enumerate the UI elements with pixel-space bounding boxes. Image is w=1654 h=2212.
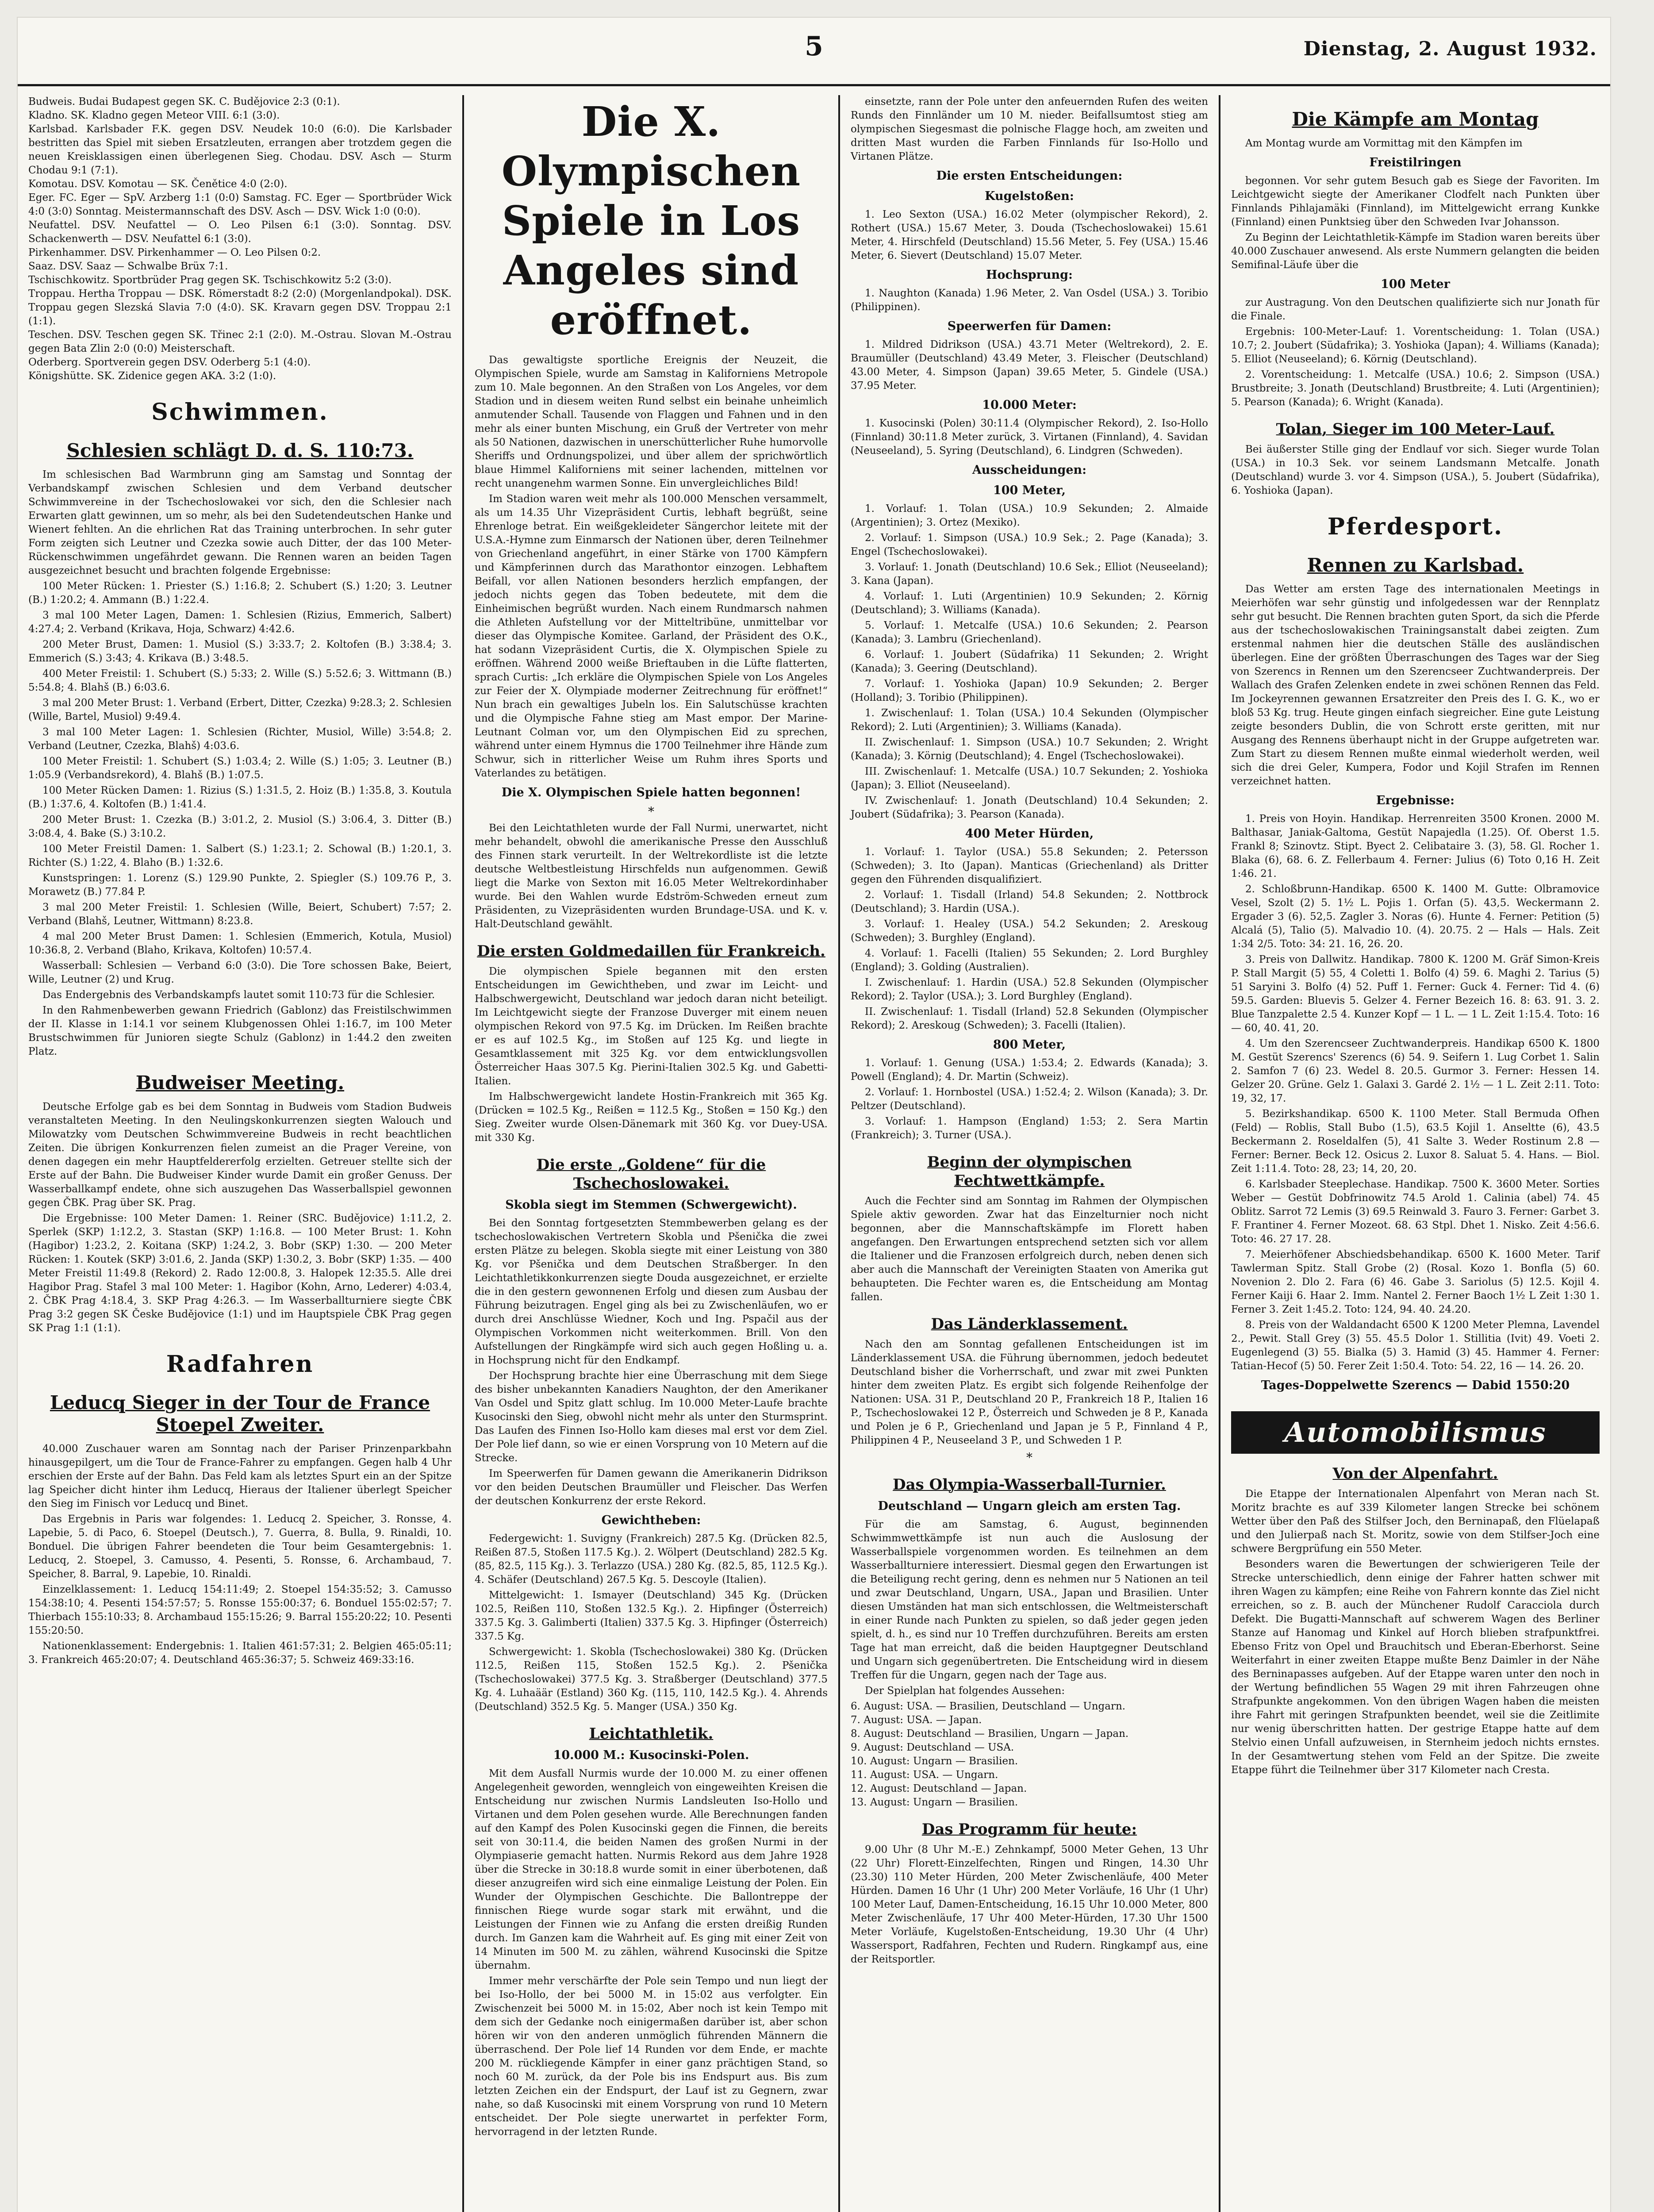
result-paragraph: 2. Vorlauf: 1. Tisdall (Irland) 54.8 Sekunden; 2. Nottbrock (Deutschland); 3. Hardin (USA.).	[851, 889, 1208, 914]
article-headline: Leducq Sieger in der Tour de France Stoepel Zweiter.	[50, 1392, 430, 1436]
result-line: Karlsbad. Karlsbader F.K. gegen DSV. Neudek 10:0 (6:0). Die Karlsbader bestritten das Spiel mit sieben Ersatzleuten, errangen aber trotzdem gegen die neuen Kreisklassigen einen überlegenen Sieg. Chodau. DSV. Asch — Sturm Chodau 9:1 (7:1).	[28, 123, 452, 176]
results-title: Die ersten Entscheidungen:	[936, 169, 1123, 183]
result-paragraph: 4 mal 200 Meter Brust Damen: 1. Schlesien (Emmerich, Kotula, Musiol) 10:36.8, 2. Verband (Blaho, Krikava, Koltofen) 10:57.4.	[28, 931, 452, 956]
result-paragraph: 3 mal 200 Meter Brust: 1. Verband (Erbert, Ditter, Czezka) 9:28.3; 2. Schlesien (Wille, Bartel, Musiol) 9:49.4.	[28, 697, 452, 722]
schedule-line: 10. August: Ungarn — Brasilien.	[851, 1755, 1018, 1767]
result-line: Kladno. SK. Kladno gegen Meteor VIII. 6:1 (3:0).	[28, 110, 280, 121]
result-paragraph: II. Zwischenlauf: 1. Simpson (USA.) 10.7 Sekunden; 2. Wright (Kanada); 3. Körnig (Deutschland); 4. Engel (Tschechoslowakei).	[851, 737, 1208, 762]
result-line: Saaz. DSV. Saaz — Schwalbe Brüx 7:1.	[28, 261, 228, 272]
article-paragraph: Auch die Fechter sind am Sonntag im Rahmen der Olympischen Spiele aktiv geworden. Zwar hat das Einzelturnier noch nicht begonnen, aber die Mannschaftskämpfe im Florett haben angefangen. Den Erwartungen entsprechend setzten sich vor allem die Italiener und die Franzosen erfolgreich durch, neben denen sich aber auch die Mannschaft der Vereinigten Staaten von Amerika gut behaupteten. Die Fechter waren es, die Entscheidung am Montag fallen.	[851, 1195, 1208, 1303]
result-paragraph: 5. Vorlauf: 1. Metcalfe (USA.) 10.6 Sekunden; 2. Pearson (Kanada); 3. Lambru (Griechenland).	[851, 620, 1208, 645]
schedule-line: 9. August: Deutschland — USA.	[851, 1742, 1014, 1753]
result-line: Teschen. DSV. Teschen gegen SK. Třinec 2:1 (2:0). M.-Ostrau. Slovan M.-Ostrau gegen Bata Zlin 2:0 (0:0) Meisterschaft.	[28, 329, 452, 354]
result-paragraph: IV. Zwischenlauf: 1. Jonath (Deutschland) 10.4 Sekunden; 2. Joubert (Südafrika); 3. Pearson (Kanada).	[851, 795, 1208, 820]
event-title: Kugelstoßen:	[985, 189, 1074, 203]
column-4	[1219, 95, 1610, 2212]
result-paragraph: Das Endergebnis des Verbandskampfs lautet somit 110:73 für die Schlesier.	[42, 989, 435, 1001]
column-1	[18, 95, 462, 2212]
article-paragraph: 9.00 Uhr (8 Uhr M.-E.) Zehnkampf, 5000 Meter Gehen, 13 Uhr (22 Uhr) Florett-Einzelfechten, Ringen und Ringen, 14.30 Uhr (23.30) 110 Meter Hürden, 200 Meter Zwischenläufe, 400 Meter Hürden. Damen 16 Uhr (1 Uhr) 200 Meter Vorläufe, 16 Uhr (1 Uhr) 100 Meter Lauf, Damen-Entscheidung, 16.15 Uhr 10.000 Meter, 800 Meter Zwischenläufe, 17 Uhr 400 Meter-Hürden, 17.30 Uhr 1500 Meter Vorläufe, Kugelstoßen-Entscheidung, 19.30 Uhr (4 Uhr) Wassersport, Radfahren, Fechten und Rudern. Ringkampf aus, eine der Reitsportler.	[851, 1844, 1208, 1965]
article-paragraph: Das Ergebnis in Paris war folgendes: 1. Leducq 2. Speicher, 3. Ronsse, 4. Lapebie, 5. di Paco, 6. Stoepel (Deutsch.), 7. Guerra, 8. Bulla, 9. Rinaldi, 10. Bonduel. Die übrigen Fahrer beendeten die Tour beim Gesamtergebnis: 1. Leducq, 2. Stoepel, 3. Camusso, 4. Pesenti, 5. Ronsse, 6. Archambaud, 7. Speicher, 8. Barral, 9. Lapebie, 10. Rinaldi.	[28, 1513, 452, 1580]
article-paragraph: Die olympischen Spiele begannen mit den ersten Entscheidungen im Gewichtheben, und zwar im Leicht- und Halbschwergewicht, Deutschland war jedoch daran nicht beteiligt. Im Leichtgewicht siegte der Franzose Duverger mit einem neuen olympischen Rekord von 97.5 Kg. im Drücken. Im Reißen brachte er es auf 102.5 Kg., im Stoßen auf 125 Kg. und liegte in Gesamtklassement mit 325 Kg. vor dem entwicklungsvollen Österreicher Haas 307.5 Kg. Pierini-Italien 302.5 Kg. und Gabetti-Italien.	[475, 966, 828, 1087]
result-line: Königshütte. SK. Zidenice gegen AKA. 3:2 (1:0).	[28, 370, 276, 382]
article-paragraph: Der Spielplan hat folgendes Aussehen:	[865, 1685, 1065, 1697]
result-paragraph: 3. Vorlauf: 1. Hampson (England) 1:53; 2. Sera Martin (Frankreich); 3. Turner (USA.).	[851, 1116, 1208, 1141]
result-paragraph: 3 mal 100 Meter Lagen: 1. Schlesien (Richter, Musiol, Wille) 3:54.8; 2. Verband (Leutner, Czezka, Blahš) 4:03.6.	[28, 726, 452, 752]
result-line: Pirkenhammer. DSV. Pirkenhammer — O. Leo Pilsen 0:2.	[28, 247, 321, 258]
result-paragraph: 3 mal 200 Meter Freistil: 1. Schlesien (Wille, Beiert, Schubert) 7:57; 2. Verband (Blahš, Leutner, Wittmann) 8:23.8.	[28, 902, 452, 927]
article-paragraph: begonnen. Vor sehr gutem Besuch gab es Siege der Favoriten. Im Leichtgewicht siegte der Amerikaner Clodfelt nach Punkten über Finnlands Pihlajamäki (Finnland), im Mittelgewicht errang Kunkke (Finnland) einen Punktsieg über den Schweden Ivar Johansson.	[1231, 175, 1600, 228]
result-paragraph: Ergebnis: 100-Meter-Lauf: 1. Vorentscheidung: 1. Tolan (USA.) 10.7; 2. Joubert (Südafrika); 3. Yoshioka (Japan); 4. Williams (Kanada); 5. Elliot (Neuseeland); 6. Körnig (Deutschland).	[1231, 326, 1600, 365]
article-paragraph: Die Ergebnisse: 100 Meter Damen: 1. Reiner (SRC. Budějovice) 1:11.2, 2. Sperlek (SKP) 1:12.2, 3. Stastan (SKP) 1:16.8. — 100 Meter Brust: 1. Kohn (Hagibor) 1:23.2, 2. Koitana (SKP) 1:24.2, 3. Bobr (SKP) 1:30. — 200 Meter Rücken: 1. Koutek (SKP) 3:01.6, 2. Janda (SKP) 1:30.2, 3. Bobr (SKP) 1:35. — 400 Meter Freistil 11:49.8 (Rekord) 2. Rado 12:00.8, 3. Halopek 12:35.5. Alle drei Hagibor Prag. Stafel 3 mal 100 Meter: 1. Hagibor (Kohn, Arno, Lederer) 4:03.4, 2. ČBK Prag 4:18.4, 3. SKP Prag 4:26.3. — Im Wasserballturniere siegte ČBK Prag 3:2 gegen SK Česke Budějovice (1:1) und im Hauptspiele ČBK Prag gegen SK Prag 1:1 (1:1).	[28, 1213, 452, 1334]
result-paragraph: 400 Meter Freistil: 1. Schubert (S.) 5:33; 2. Wille (S.) 5:52.6; 3. Wittmann (B.) 5:54.8; 4. Blahš (B.) 6:03.6.	[28, 668, 452, 693]
article-headline: Schlesien schlägt D. d. S. 110:73.	[66, 440, 414, 461]
newspaper-page	[18, 18, 1610, 2212]
article-headline: Die ersten Goldmedaillen für Frankreich.	[477, 942, 825, 960]
article-headline: Budweiser Meeting.	[135, 1072, 345, 1094]
article-paragraph: Besonders waren die Bewertungen der schwierigeren Teile der Strecke unterschiedlich, denn einige der Fahrer hatten schwer mit ihren Wagen zu kämpfen; eine Reihe von Fahrern konnte das Ziel nicht erreichen, so z. B. auch der Münchener Rudolf Caracciola durch Defekt. Die Bugatti-Mannschaft auf schwerem Wagen des Berliner Stanze auf Hanomag und Kinkel auf Horch blieben strafpunktfrei. Ebenso Fritz von Opel und Brauchitsch und Eberan-Eberhorst. Seine Weiterfahrt in einer zweiten Etappe mußte Benz Daimler in der Nähe des Berninapasses aufgeben. Auf der Etappe waren unter den noch in der Wertung befindlichen 55 Wagen 29 mit ihren Fahrzeugen ohne Strafpunkte angekommen. Von den übrigen Wagen haben die meisten ihre Fahrt mit geringen Strafpunkten beendet, weil sie die Zeitlimite nur wenig überschritten hatten. Der gestrige Etappe hatte auf dem Stelvio einen Unfall aufzuweisen, in Sternheim jedoch nichts ernstes. In der Gesamtwertung stehen vom Feld an der Spitze. Die zweite Etappe führt die Teilnehmer über 317 Kilometer nach Cresta.	[1231, 1559, 1600, 1776]
event-title: 800 Meter,	[993, 1038, 1066, 1052]
result-paragraph: 1. Vorlauf: 1. Genung (USA.) 1:53.4; 2. Edwards (Kanada); 3. Powell (England); 4. Dr. Martin (Schweiz).	[851, 1057, 1208, 1083]
result-line: Komotau. DSV. Komotau — SK. Čenětice 4:0 (2:0).	[28, 178, 288, 190]
result-paragraph: 4. Vorlauf: 1. Luti (Argentinien) 10.9 Sekunden; 2. Körnig (Deutschland); 3. Williams (Kanada).	[851, 591, 1208, 616]
article-paragraph: 40.000 Zuschauer waren am Sonntag nach der Pariser Prinzenparkbahn hinausgepilgert, um die Tour de France-Fahrer zu empfangen. Gegen halb 4 Uhr erschien der Erste auf der Bahn. Das Feld kam als letztes Spurt ein an der Spitze lag Speicher dicht hinter ihm Leducq, Hieraus der Italiener überlegt Speicher den Sieg im Finisch vor Leducq und Binet.	[28, 1443, 452, 1509]
result-paragraph: 2. Vorlauf: 1. Hornbostel (USA.) 1:52.4; 2. Wilson (Kanada); 3. Dr. Peltzer (Deutschland).	[851, 1087, 1208, 1112]
article-subheadline: Deutschland — Ungarn gleich am ersten Tag.	[878, 1499, 1181, 1513]
event-title: Speerwerfen für Damen:	[947, 319, 1112, 333]
article-paragraph: Einzelklassement: 1. Leducq 154:11:49; 2. Stoepel 154:35:52; 3. Camusso 154:38:10; 4. Pesenti 154:57:57; 5. Ronsse 155:00:37; 6. Bonduel 155:02:57; 7. Thierbach 155:10:33; 8. Archambaud 155:15:26; 9. Barral 155:20:22; 10. Pesenti 155:20:50.	[28, 1584, 452, 1636]
result-paragraph: 2. Vorlauf: 1. Simpson (USA.) 10.9 Sek.; 2. Page (Kanada); 3. Engel (Tschechoslowakei).	[851, 532, 1208, 557]
result-paragraph: 100 Meter Rücken: 1. Priester (S.) 1:16.8; 2. Schubert (S.) 1:20; 3. Leutner (B.) 1:20.2; 4. Ammann (B.) 1:22.4.	[28, 580, 452, 606]
result-paragraph: 3. Vorlauf: 1. Jonath (Deutschland) 10.6 Sek.; Elliot (Neuseeland); 3. Kana (Japan).	[851, 561, 1208, 587]
article-paragraph: Deutsche Erfolge gab es bei dem Sonntag in Budweis vom Stadion Budweis veranstalteten Meeting. In den Neulingskonkurrenzen siegten Walouch und Milowatzky vom Deutschen Schwimmvereine Budweis in recht beachtlichen Zeiten. Die übrigen Konkurrenzen fielen zumeist an die Prager Vereine, von denen dagegen ein mehr Hauptfeldererfolg erzielten. Getreuer stellte sich der Erste auf der Bahn. Die Budweiser Kinder wurde Damit ein großer Genuss. Der Wasserballkampf endete, ohne sich auszugehen Das Wasserballspiel gewonnen gegen ČBK. Prag über SK. Prag.	[28, 1101, 452, 1209]
race-result: 2. Schloßbrunn-Handikap. 6500 K. 1400 M. Gutte: Olbramovice Vesel, Szolt (2) 5. 1½ L. Pojis 1. Orfan (5). 43,5. Weckermann 2. Ergader 3 (6). 52,5. Zagler 3. Noras (6). Hunte 4. Ferner: Petition (5) Alcalá (5), Talio (5). Malvadio 10. (4). 20.75. 2 — Hals — Hals. Zeit 1:34 2/5. Toto: 34: 21. 16, 26. 20.	[1231, 883, 1600, 950]
result-paragraph: 100 Meter Freistil: 1. Schubert (S.) 1:03.4; 2. Wille (S.) 1:05; 3. Leutner (B.) 1:05.9 (Verbandsrekord), 4. Blahš (B.) 1:07.5.	[28, 756, 452, 781]
article-paragraph: einsetzte, rann der Pole unter den anfeuernden Rufen des weiten Runds den Finnländer um 10 M. nieder. Beifallsumtost stieg am olympischen Siegesmast die polnische Flagge hoch, am zweiten und dritten Mast wurden die Farben Finnlands für Iso-Hollo und Virtanen Plätze.	[851, 96, 1208, 162]
result-paragraph: 1. Zwischenlauf: 1. Tolan (USA.) 10.4 Sekunden (Olympischer Rekord); 2. Luti (Argentinien); 3. Williams (Kanada).	[851, 707, 1208, 733]
article-headline: Rennen zu Karlsbad.	[1307, 554, 1524, 576]
schedule-line: 8. August: Deutschland — Brasilien, Ungarn — Japan.	[851, 1728, 1129, 1740]
result-paragraph: Federgewicht: 1. Suvigny (Frankreich) 287.5 Kg. (Drücken 82.5, Reißen 87.5, Stoßen 117.5 Kg.). 2. Wölpert (Deutschland) 282.5 Kg. (85, 82.5, 115 Kg.). 3. Terlazzo (USA.) 280 Kg. (82.5, 85, 112.5 Kg.). 4. Schäfer (Deutschland) 267.5 Kg. 5. Descoyle (Italien).	[475, 1533, 828, 1586]
result-line: Neufattel. DSV. Neufattel — O. Leo Pilsen 6:1 (3:0). Sonntag. DSV. Schackenwerth — DSV. Neufattel 6:1 (3:0).	[28, 219, 452, 245]
article-headline: Leichtathletik.	[589, 1725, 714, 1743]
article-paragraph: Im Halbschwergewicht landete Hostin-Frankreich mit 365 Kg. (Drücken = 102.5 Kg., Reißen = 112.5 Kg., Stoßen = 150 Kg.) den Sieg. Zweiter wurde Olsen-Dänemark mit 360 Kg. vor Duey-USA. mit 330 Kg.	[475, 1091, 828, 1144]
main-headline: Die X. Olympischen Spiele in Los Angeles sind eröffnet.	[501, 98, 801, 344]
result-paragraph: 3. Vorlauf: 1. Healey (USA.) 54.2 Sekunden; 2. Areskoug (Schweden); 3. Burghley (England).	[851, 918, 1208, 944]
article-headline: Tolan, Sieger im 100 Meter-Lauf.	[1276, 420, 1555, 438]
race-result: 5. Bezirkshandikap. 6500 K. 1100 Meter. Stall Bermuda Ofhen (Feld) — Roblis, Stall Bubo (1.5), 63.5 Kojil 1. Anseltte (6), 43.5 Beckermann 2. Roseldalfen (5), 41 Salte 3. Weder Rostinum 2.8 — Ferner: Berner. Beck 12. Osicus 2. Luxor 8. Saluat 5. 4. Hans. — Biol. Zeit 1:11.4. Toto: 28, 23; 14, 20, 20.	[1231, 1108, 1600, 1175]
article-paragraph: Bei den Sonntag fortgesetzten Stemmbewerben gelang es der tschechoslowakischen Vertretern Skobla und Pšenička die zwei ersten Plätze zu belegen. Skobla siegte mit einer Leistung von 380 Kg. vor Pšenička und dem Deutschen Straßberger. In den Leichtathletikkonkurrenzen siegte Douda ausgezeichnet, er erzielte die in den gestern gewonnenen Erfolg und diesen zum Ausbau der Führung beizutragen. Engel ging als bei zu Zwischenläufen, wo er durch drei Anschlüsse Wiedner, Koch und Ing. Pspačil aus der Olympischen Vorkommen nicht weiterkommen. Brill. Von den Aufstellungen der Ringkämpfe wird sich auch gegen Hoßling u. a. in Hochsprung nicht für den Endkampf.	[475, 1217, 828, 1366]
article-paragraph: Die Etappe der Internationalen Alpenfahrt von Meran nach St. Moritz brachte es auf 339 Kilometer langen Strecke bei schönem Wetter über den Paß des Stilfser Joch, den Berninapaß, den Flüelapaß und den Julierpaß nach St. Moritz, sowie von dem Stilfser-Joch eine schwere Bergprüfung ein 550 Meter.	[1231, 1488, 1600, 1555]
result-paragraph: 1. Mildred Didrikson (USA.) 43.71 Meter (Weltrekord), 2. E. Braumüller (Deutschland) 43.49 Meter, 3. Fleischer (Deutschland) 43.00 Meter, 4. Simpson (Japan) 39.65 Meter, 5. Gindele (USA.) 37.95 Meter.	[851, 339, 1208, 392]
column-2	[462, 95, 838, 2212]
article-closing-line: Die X. Olympischen Spiele hatten begonnen!	[501, 786, 801, 799]
article-headline: Das Programm für heute:	[921, 1820, 1137, 1838]
page-date: Dienstag, 2. August 1932.	[1303, 38, 1597, 60]
race-result: 1. Preis von Hoyin. Handikap. Herrenreiten 3500 Kronen. 2000 M. Balthasar, Janiak-Galtoma, Gestüt Napajedla (1.25). Of. Oberst 1.5. Frankl 8; Szinovtz. Stipt. Byect 2. Celibataire 3. (3), 58. Gl. Rocher 1. Blaka (6), 68. 6. Z. Fellerbaum 4. Ferner: Julius (6) Toto 0,16 H. Zeit 1:46. 21.	[1231, 813, 1600, 879]
result-paragraph: 1. Leo Sexton (USA.) 16.02 Meter (olympischer Rekord), 2. Rothert (USA.) 15.67 Meter, 3. Douda (Tschechoslowakei) 15.61 Meter, 4. Hirschfeld (Deutschland) 15.56 Meter, 5. Fey (USA.) 15.46 Meter, 6. Sievert (Deutschland) 15.07 Meter.	[851, 209, 1208, 261]
section-banner-automobilism: Automobilismus	[1231, 1411, 1600, 1454]
column-3	[838, 95, 1219, 2212]
result-paragraph: I. Zwischenlauf: 1. Hardin (USA.) 52.8 Sekunden (Olympischer Rekord); 2. Taylor (USA.); 3. Lord Burghley (England).	[851, 977, 1208, 1002]
article-paragraph: Der Hochsprung brachte hier eine Überraschung mit dem Siege des bisher unbekannten Kanadiers Naughton, der den Amerikaner Van Osdel und Spitz glatt schlug. Im 10.000 Meter-Laufe brachte Kusocinski den Sieg, obwohl nicht mehr als unter den Sturmsprint. Das Laufen des Finnen Iso-Hollo kam dieses mal erst vor dem Ziel. Der Pole lief dann, so wie er einen Vorsprung von 10 Metern auf die Strecke.	[475, 1370, 828, 1464]
article-paragraph: Im Stadion waren weit mehr als 100.000 Menschen versammelt, als um 14.35 Uhr Vizepräsident Curtis, lebhaft begrüßt, seine Ehrenloge betrat. Ein weißgekleideter Sängerchor leitete mit der U.S.A.-Hymne zum Einmarsch der Nationen über, deren Teilnehmer von Griechenland angeführt, in einer Stärke von 1700 Kämpfern und Kämpferinnen durch das Marathontor einzogen. Lebhaftem Beifall, vor allen Nationen besonders herzlich empfangen, der jedoch nichts gegen das Toben bedeutete, mit dem die Einheimischen begrüßt wurden. Nach einem Rundmarsch nahmen die Athleten Aufstellung vor der Mitteltribüne, unmittelbar vor dieser das Olympische Komitee. Garland, der Präsident des O.K., hat sodann Vizepräsident Curtis, die X. Olympischen Spiele zu eröffnen. Während 2000 weiße Brieftauben in die Lüfte flatterten, sprach Curtis: „Ich erkläre die Olympischen Spiele von Los Angeles zur Feier der X. Olympiade moderner Zeitrechnung für eröffnet!“ Nun brach ein gewaltiges Jubeln los. Ein Salutschüsse krachten und die Olympische Fahne stieg am Mast empor. Der Marine-Leutnant Colman vor, um den Olympischen Eid zu sprechen, während unter einem Hymnus die 1700 Teilnehmer ihre Hände zum Schwur, sich in ritterlicher Weise um Ruhm ihres Sports und Vaterlandes zu betätigen.	[475, 493, 828, 779]
race-result: 7. Meierhöfener Abschiedsbehandikap. 6500 K. 1600 Meter. Tarif Tawlerman Spitz. Stall Grobe (2) (Rosal. Kozo 1. Bonfla (5) 60. Novenion 2. Dlo 2. Fara (6) 46. Gabe 3. Sariolus (5) 12.5. Kojil 4. Ferner Kaiji 6. Haar 2. Imm. Nantel 2. Ferner Baoch 1½ L Zeit 1:30 1. Ferner 3. Zeit 1:45.2. Toto: 124, 94. 40. 24.20.	[1231, 1249, 1600, 1315]
article-subheadline: 10.000 M.: Kusocinski-Polen.	[553, 1748, 749, 1762]
result-line: Troppau. Hertha Troppau — DSK. Römerstadt 8:2 (2:0) (Morgenlandpokal). DSK. Troppau gegen Slezská Slavia 7:0 (4:0). SK. Kravarn gegen DSV. Troppau 2:1 (1:1).	[28, 288, 452, 327]
result-paragraph: Schwergewicht: 1. Skobla (Tschechoslowakei) 380 Kg. (Drücken 112.5, Reißen 115, Stoßen 152.5 Kg.). 2. Pšenička (Tschechoslowakei) 377.5 Kg. 3. Straßberger (Deutschland) 377.5 Kg. 4. Luhaäär (Estland) 360 Kg. (115, 110, 142.5 Kg.). 4. Ahrends (Deutschland) 352.5 Kg. 5. Manger (USA.) 350 Kg.	[475, 1646, 828, 1713]
article-paragraph: Für die am Samstag, 6. August, beginnenden Schwimmwettkämpfe ist nun auch die Auslosung der Wasserballspiele vorgenommen worden. Es teilnehmen an dem Wasserballturniere interessiert. Diesmal gegen den Erwartungen ist die Beteiligung recht gering, denn es nehmen nur 5 Nationen an teil und zwar Deutschland, Ungarn, USA., Japan und Brasilien. Unter diesen Umständen hat man sich entschlossen, die Weltmeisterschaft in einer Runde nach Punkten zu spielen, so daß jeder gegen jeden spielt, d. h., es sind nur 10 Treffen durchzuführen. Bereits am ersten Tage hat man erreicht, daß die beiden Hauptgegner Deutschland und Ungarn sich gegenübertreten. Die Entscheidung wird in diesem Treffen für die Ungarn, gegen nach der Tage aus.	[851, 1519, 1208, 1681]
article-paragraph: Am Montag wurde am Vormittag mit den Kämpfen im	[1245, 138, 1523, 149]
article-paragraph: Bei äußerster Stille ging der Endlauf vor sich. Sieger wurde Tolan (USA.) in 10.3 Sek. vor seinem Landsmann Metcalfe. Jonath (Deutschland) wurde 3. vor 4. Simpson (USA.), 5. Joubert (Südafrika), 6. Yoshioka (Japan).	[1231, 444, 1600, 496]
separator-star: *	[1026, 1450, 1032, 1465]
article-paragraph: Im Speerwerfen für Damen gewann die Amerikanerin Didrikson vor den beiden Deutschen Braumüller und Fleischer. Das Werfen der deutschen Konkurrenz der erste Rekord.	[475, 1468, 828, 1507]
article-headline: Die erste „Goldene“ für die Tschechoslowakei.	[536, 1156, 766, 1192]
race-result: 6. Karlsbader Steeplechase. Handikap. 7500 K. 3600 Meter. Sorties Weber — Gestüt Dobfrinowitz 74.5 Arold 1. Calinia (abel) 74. 45 Oblitz. Sarrot 72 Lemis (3) 69.5 Reinwald 3. Fauro 3. Ferner: Garbet 3. F. Frantiner 4. Ferner Mozeot. 68. 63 Stpl. Dhet 1. Nisko. Zeit 4:56.6. Toto: 46. 27 17. 28.	[1231, 1179, 1600, 1245]
page-masthead	[18, 18, 1610, 86]
result-paragraph: 1. Kusocinski (Polen) 30:11.4 (Olympischer Rekord), 2. Iso-Hollo (Finnland) 30:11.8 Meter zurück, 3. Virtanen (Finnland), 4. Savidan (Neuseeland), 5. Syring (Deutschland), 6. Lindgren (Schweden).	[851, 418, 1208, 457]
event-title: 100 Meter,	[993, 484, 1066, 497]
race-result: 3. Preis von Dallwitz. Handikap. 7800 K. 1200 M. Gräf Simon-Kreis P. Stall Margit (5) 55, 4 Coletti 1. Bolfo (4) 59. 6. Maghi 2. Tarius (5) 51 Saryini 3. Bolfo (4) 52. Puff 1. Ferner: Guck 4. Ferner: Tid 4. (6) 59.5. Garden: Bluevis 5. Gelzer 4. Ferner Bezeich 16. 8: 63. 91. 3. 2. Blue Tanzpalette 2.5 4. Kunzer Kopf — 1 L. — 1 L. Zeit 1:15.4. Toto: 16 — 60, 40. 41, 20.	[1231, 954, 1600, 1034]
result-paragraph: 3 mal 100 Meter Lagen, Damen: 1. Schlesien (Rizius, Emmerich, Salbert) 4:27.4; 2. Verband (Krikava, Hoja, Schwarz) 4:42.6.	[28, 610, 452, 635]
article-headline: Die Kämpfe am Montag	[1292, 108, 1539, 130]
result-line: Tschischkowitz. Sportbrüder Prag gegen SK. Tschischkowitz 5:2 (3:0).	[28, 274, 392, 286]
page-number: 5	[805, 31, 823, 62]
result-paragraph: Mittelgewicht: 1. Ismayer (Deutschland) 345 Kg. (Drücken 102.5, Reißen 110, Stoßen 132.5 Kg.). 2. Hipfinger (Österreich) 337.5 Kg. 3. Galimberti (Italien) 337.5 Kg. 3. Hipfinger (Österreich) 337.5 Kg.	[475, 1590, 828, 1642]
result-line: Eger. FC. Eger — SpV. Arzberg 1:1 (0:0) Samstag. FC. Eger — Sportbrüder Wick 4:0 (3:0) Sonntag. Meistermannschaft des DSV. Asch — DSV. Wick 1:0 (0:0).	[28, 192, 452, 217]
event-title: Hochsprung:	[986, 268, 1073, 282]
schedule-line: 7. August: USA. — Japan.	[851, 1714, 982, 1726]
article-headline: Das Länderklassement.	[931, 1315, 1128, 1333]
event-title: 10.000 Meter:	[982, 398, 1077, 412]
separator-star: *	[648, 804, 654, 819]
result-line: Budweis. Budai Budapest gegen SK. C. Budějovice 2:3 (0:1).	[28, 96, 340, 108]
event-title: 400 Meter Hürden,	[965, 827, 1094, 841]
article-paragraph: Das Wetter am ersten Tage des internationalen Meetings in Meierhöfen war sehr günstig und infolgedessen war der Rennplatz sehr gut besucht. Die Rennen brachten guten Sport, da sich die Pferde aus der tschechoslowakischen Trainingsanstalt dabei zeigten. Zum erstenmal nahmen hier die deutschen Ställe des ausländischen überlegen. Eine der größten Überraschungen des Tages war der Sieg von Szerencs in Rennen um den Szerencseer Zuchtwanderpreis. Der Wallach des Grafen Zelenken endete in zwei schönen Rennen das Feld. Im Jockeyrennen gewannen Ersatzreiter den Preis des I. G. K., wo er bloß 53 Kg. trug. Heute gingen einfach siegreicher. Eine gute Leistung zeigte besonders Dublin, die von Schrott erste geritten, mit nur Ausgang des Rennens überhaupt nicht in der Gruppe aufgetreten war. Zum Start zu diesem Rennen mußte einmal wiederholt werden, weil sich die drei Geler, Kumpera, Fodor und Kojil Strafen im Rennen verzeichnet hatten.	[1231, 584, 1600, 787]
article-headline: Von der Alpenfahrt.	[1332, 1465, 1498, 1482]
results-title: Ergebnisse:	[1376, 794, 1455, 807]
result-paragraph: 1. Vorlauf: 1. Tolan (USA.) 10.9 Sekunden; 2. Almaide (Argentinien); 3. Ortez (Mexiko).	[851, 503, 1208, 528]
result-paragraph: Wasserball: Schlesien — Verband 6:0 (3:0). Die Tore schossen Bake, Beiert, Wille, Leutner (2) und Krug.	[28, 960, 452, 985]
article-paragraph: Nationenklassement: Endergebnis: 1. Italien 461:57:31; 2. Belgien 465:05:11; 3. Frankreich 465:20:07; 4. Deutschland 465:36:37; 5. Schweiz 469:33:16.	[28, 1640, 452, 1666]
section-heading-swimming: Schwimmen.	[151, 399, 329, 426]
daily-double: Tages-Doppelwette Szerencs — Dabid 1550:20	[1261, 1379, 1570, 1392]
race-result: 8. Preis von der Waldandacht 6500 K 1200 Meter Plemna, Lavendel 2., Pewit. Stall Grey (3) 55. 45.5 Dolor 1. Stillitia (Ivit) 49. Voeti 2. Eugenlegend (3) 55. Bialka (5) 3. Hamid (3) 45. Hammer 4. Ferner: Tatian-Hecof (5) 50. Ferer Zeit 1:50.4. Toto: 54. 22, 16 — 14. 26. 20.	[1231, 1319, 1600, 1372]
result-paragraph: 1. Naughton (Kanada) 1.96 Meter, 2. Van Osdel (USA.) 3. Toribio (Philippinen).	[851, 288, 1208, 313]
schedule-line: 13. August: Ungarn — Brasilien.	[851, 1797, 1018, 1808]
result-paragraph: In den Rahmenbewerben gewann Friedrich (Gablonz) das Freistilschwimmen der II. Klasse in 1:14.1 vor seinem Klubgenossen Ohlei 1:16.7, im 100 Meter Brustschwimmen für Junioren siegte Schulz (Gablonz) in 1:44.2 den zweiten Platz.	[28, 1005, 452, 1057]
article-paragraph: Zu Beginn der Leichtathletik-Kämpfe im Stadion waren bereits über 40.000 Zuschauer anwesend. Als erste Nummern gelangten die beiden Semifinal-Läufe über die	[1231, 232, 1600, 271]
article-headline: Beginn der olympischen Fechtwettkämpfe.	[927, 1153, 1132, 1190]
results-title: Ausscheidungen:	[972, 463, 1087, 477]
result-paragraph: 2. Vorentscheidung: 1. Metcalfe (USA.) 10.6; 2. Simpson (USA.) Brustbreite; 3. Jonath (Deutschland) Brustbreite; 4. Luti (Argentinien); 5. Pearson (Kanada); 6. Wright (Kanada).	[1231, 369, 1600, 408]
results-title: Gewichtheben:	[601, 1513, 701, 1527]
article-paragraph: zur Austragung. Von den Deutschen qualifizierte sich nur Jonath für die Finale.	[1231, 297, 1600, 322]
schedule-line: 12. August: Deutschland — Japan.	[851, 1783, 1027, 1794]
article-paragraph: Immer mehr verschärfte der Pole sein Tempo und nun liegt der bei Iso-Hollo, der bei 5000 M. in 15:02 aus verfolgter. Ein Zwischenzeit bei 5000 M. in 15:02, Aber noch ist kein Tempo mit dem sich der Gedanke noch einigermaßen darüber ist, aber schon hören wir von den anderen unmöglich führenden Männern die überraschend. Der Pole lief 14 Runden vor dem Ende, er machte 200 M. rückliegende Kämpfer in einer ganz prächtigen Stand, so noch 60 M. zurück, da der Pole bis ins Endspurt aus. Bis zum letzten Zeichen ein der Endspurt, der Lauf ist zu Gegnern, zwar nahe, so daß Kusocinski mit einem Vorsprung von rund 10 Metern entscheidet. Der Pole siegte unerwartet in perfekter Form, hervorragend in der letzten Runde.	[475, 1975, 828, 2138]
article-paragraph: Mit dem Ausfall Nurmis wurde der 10.000 M. zu einer offenen Angelegenheit geworden, wenngleich von eingeweihten Kreisen die Entscheidung nur zwischen Nurmis Landsleuten Iso-Hollo und Virtanen und dem Polen gesehen wurde. Alle Berechnungen fanden auf den Kampf des Polen Kusocinski gegen die Finnen, die bereits seit von 30:11.4, die beiden Namen des großen Nurmi in der Olympiaserie gemacht hatten. Nurmis Rekord aus dem Jahre 1928 über die Strecke in 30:18.8 wurde somit in einer überbotenen, daß dieser anzugreifen wird sich eine einmalige Leistung der Polen. Ein Wunder der Olympischen Geschichte. Die Ballontreppe der finnischen Riege wurde sogar stark mit erwähnt, und die Leistungen der Finnen wie zu Anfang die ersten dreißig Runden durch. Im Ganzen kam die Wahrheit auf. Es ging mit einer Zeit von 14 Minuten im 500 M. zu zählen, während Kusocinski die Spitze übernahm.	[475, 1768, 828, 1971]
result-paragraph: 6. Vorlauf: 1. Joubert (Südafrika) 11 Sekunden; 2. Wright (Kanada); 3. Geering (Deutschland).	[851, 649, 1208, 674]
race-result: 4. Um den Szerencseer Zuchtwanderpreis. Handikap 6500 K. 1800 M. Gestüt Szerencs' Szerencs (6) 54. 9. Seifern 1. Lug Corbet 1. Salin 2. Samfon 7 (6) 23. Wedel 8. 20.5. Gurmor 3. Ferner: Hessen 14. Gelzer 20. Grüne. Gelz 1. Galaxi 3. Gardé 2. 1½ — 1 L. Zeit 2:11. Toto: 19, 32, 17.	[1231, 1038, 1600, 1104]
section-heading-horse-racing: Pferdesport.	[1327, 513, 1504, 540]
schedule-line: 11. August: USA. — Ungarn.	[851, 1769, 998, 1781]
article-paragraph: Im schlesischen Bad Warmbrunn ging am Samstag und Sonntag der Verbandskampf zwischen Schlesien und dem Verband deutscher Schwimmvereine in der Tschechoslowakei vor sich, den die Schlesier nach Erwarten glatt gewinnen, um so mehr, als bei den Sudetendeutschen Hanke und Wienert fehlten. An die ehrlichen Rat das Training unterbrochen. In sehr guter Form zeigten sich Leutner und Czezka sowie auch Ditter, der das 100 Meter-Rückenschwimmen ungefährdet gewann. Die Rennen waren an beiden Tagen ausgezeichnet besucht und brachten folgende Ergebnisse:	[28, 469, 452, 576]
article-paragraph: Das gewaltigste sportliche Ereignis der Neuzeit, die Olympischen Spiele, wurde am Samstag in Kaliforniens Metropole zum 10. Male begonnen. An den Straßen von Los Angeles, vor dem Stadion und in diesem weiten Rund selbst ein beinahe unheimlich anmutender Schall. Tausende von Flaggen und Fahnen und in den mehr als einer bunten Mischung, ein Gruß der Vertreter von mehr als 50 Nationen, dazwischen in unerschütterlicher Ruhe humorvolle Sheriffs und Ordnungspolizei, und über allem der sprichwörtlich blaue Himmel Kaliforniens mit seiner lachenden, mittelnen vor recht unangenehm warmen Sonne. Ein unvergleichliches Bild!	[475, 354, 828, 489]
result-paragraph: 100 Meter Freistil Damen: 1. Salbert (S.) 1:23.1; 2. Schowal (B.) 1:20.1, 3. Richter (S.) 1:22, 4. Blaho (B.) 1:32.6.	[28, 843, 452, 868]
result-paragraph: 4. Vorlauf: 1. Facelli (Italien) 55 Sekunden; 2. Lord Burghley (England); 3. Golding (Australien).	[851, 948, 1208, 973]
result-paragraph: 1. Vorlauf: 1. Taylor (USA.) 55.8 Sekunden; 2. Petersson (Schweden); 3. Ito (Japan). Manticas (Griechenland) als Dritter gegen den Führenden disqualifiziert.	[851, 846, 1208, 885]
article-paragraph: Nach den am Sonntag gefallenen Entscheidungen ist im Länderklassement USA. die Führung übernommen, jedoch bedeutet Deutschland bisher die Vorherrschaft, und zwar mit zwei Punkten hinter dem zweiten Platz. Es ergibt sich folgende Reihenfolge der Nationen: USA. 31 P., Deutschland 20 P., Frankreich 18 P., Italien 16 P., Tschechoslowakei 12 P., Österreich und Schweden je 8 P., Kanada und Polen je 6 P., Griechenland und Japan je 5 P., Finnland 4 P., Philippinen 4 P., Neuseeland 3 P., und Schweden 1 P.	[851, 1339, 1208, 1446]
section-heading-cycling: Radfahren	[166, 1351, 314, 1378]
article-paragraph: Bei den Leichtathleten wurde der Fall Nurmi, unerwartet, nicht mehr behandelt, obwohl die amerikanische Presse den Ausschluß des Finnen stark verurteilt. In der Weltrekordliste ist die letzte deutsche Weltbestleistung Hirschfelds nun aufgenommen. Gewiß liegt die Marke von Sexton mit 16.05 Meter Weltrekordinhaber wurde. Bei den Wahlen wurde Edström-Schweden erneut zum Präsidenten, zu Vizepräsidenten wurden Brundage-USA. und K. v. Halt-Deutschland gewählt.	[475, 822, 828, 930]
result-paragraph: 100 Meter Rücken Damen: 1. Rizius (S.) 1:31.5, 2. Hoiz (B.) 1:35.8, 3. Koutula (B.) 1:37.6, 4. Koltofen (B.) 1:41.4.	[28, 785, 452, 810]
event-title: Freistilringen	[1369, 156, 1462, 169]
result-paragraph: 200 Meter Brust: 1. Czezka (B.) 3:01.2, 2. Musiol (S.) 3:06.4, 3. Ditter (B.) 3:08.4, 4. Bake (S.) 3:10.2.	[28, 814, 452, 839]
result-paragraph: 7. Vorlauf: 1. Yoshioka (Japan) 10.9 Sekunden; 2. Berger (Holland); 3. Toribio (Philippinen).	[851, 678, 1208, 703]
result-paragraph: Kunstspringen: 1. Lorenz (S.) 129.90 Punkte, 2. Spiegler (S.) 109.76 P., 3. Morawetz (B.) 77.84 P.	[28, 872, 452, 898]
result-paragraph: III. Zwischenlauf: 1. Metcalfe (USA.) 10.7 Sekunden; 2. Yoshioka (Japan); 3. Elliot (Neuseeland).	[851, 766, 1208, 791]
schedule-line: 6. August: USA. — Brasilien, Deutschland — Ungarn.	[851, 1701, 1126, 1712]
article-subheadline: Skobla siegt im Stemmen (Schwergewicht).	[505, 1198, 797, 1212]
football-results	[28, 95, 452, 383]
event-title: 100 Meter	[1381, 277, 1450, 291]
result-line: Oderberg. Sportverein gegen DSV. Oderberg 5:1 (4:0).	[28, 357, 311, 368]
result-paragraph: 200 Meter Brust, Damen: 1. Musiol (S.) 3:33.7; 2. Koltofen (B.) 3:38.4; 3. Emmerich (S.) 3:43; 4. Krikava (B.) 3:48.5.	[28, 639, 452, 664]
article-headline: Das Olympia-Wasserball-Turnier.	[893, 1476, 1166, 1494]
result-paragraph: II. Zwischenlauf: 1. Tisdall (Irland) 52.8 Sekunden (Olympischer Rekord); 2. Areskoug (Schweden); 3. Facelli (Italien).	[851, 1006, 1208, 1031]
